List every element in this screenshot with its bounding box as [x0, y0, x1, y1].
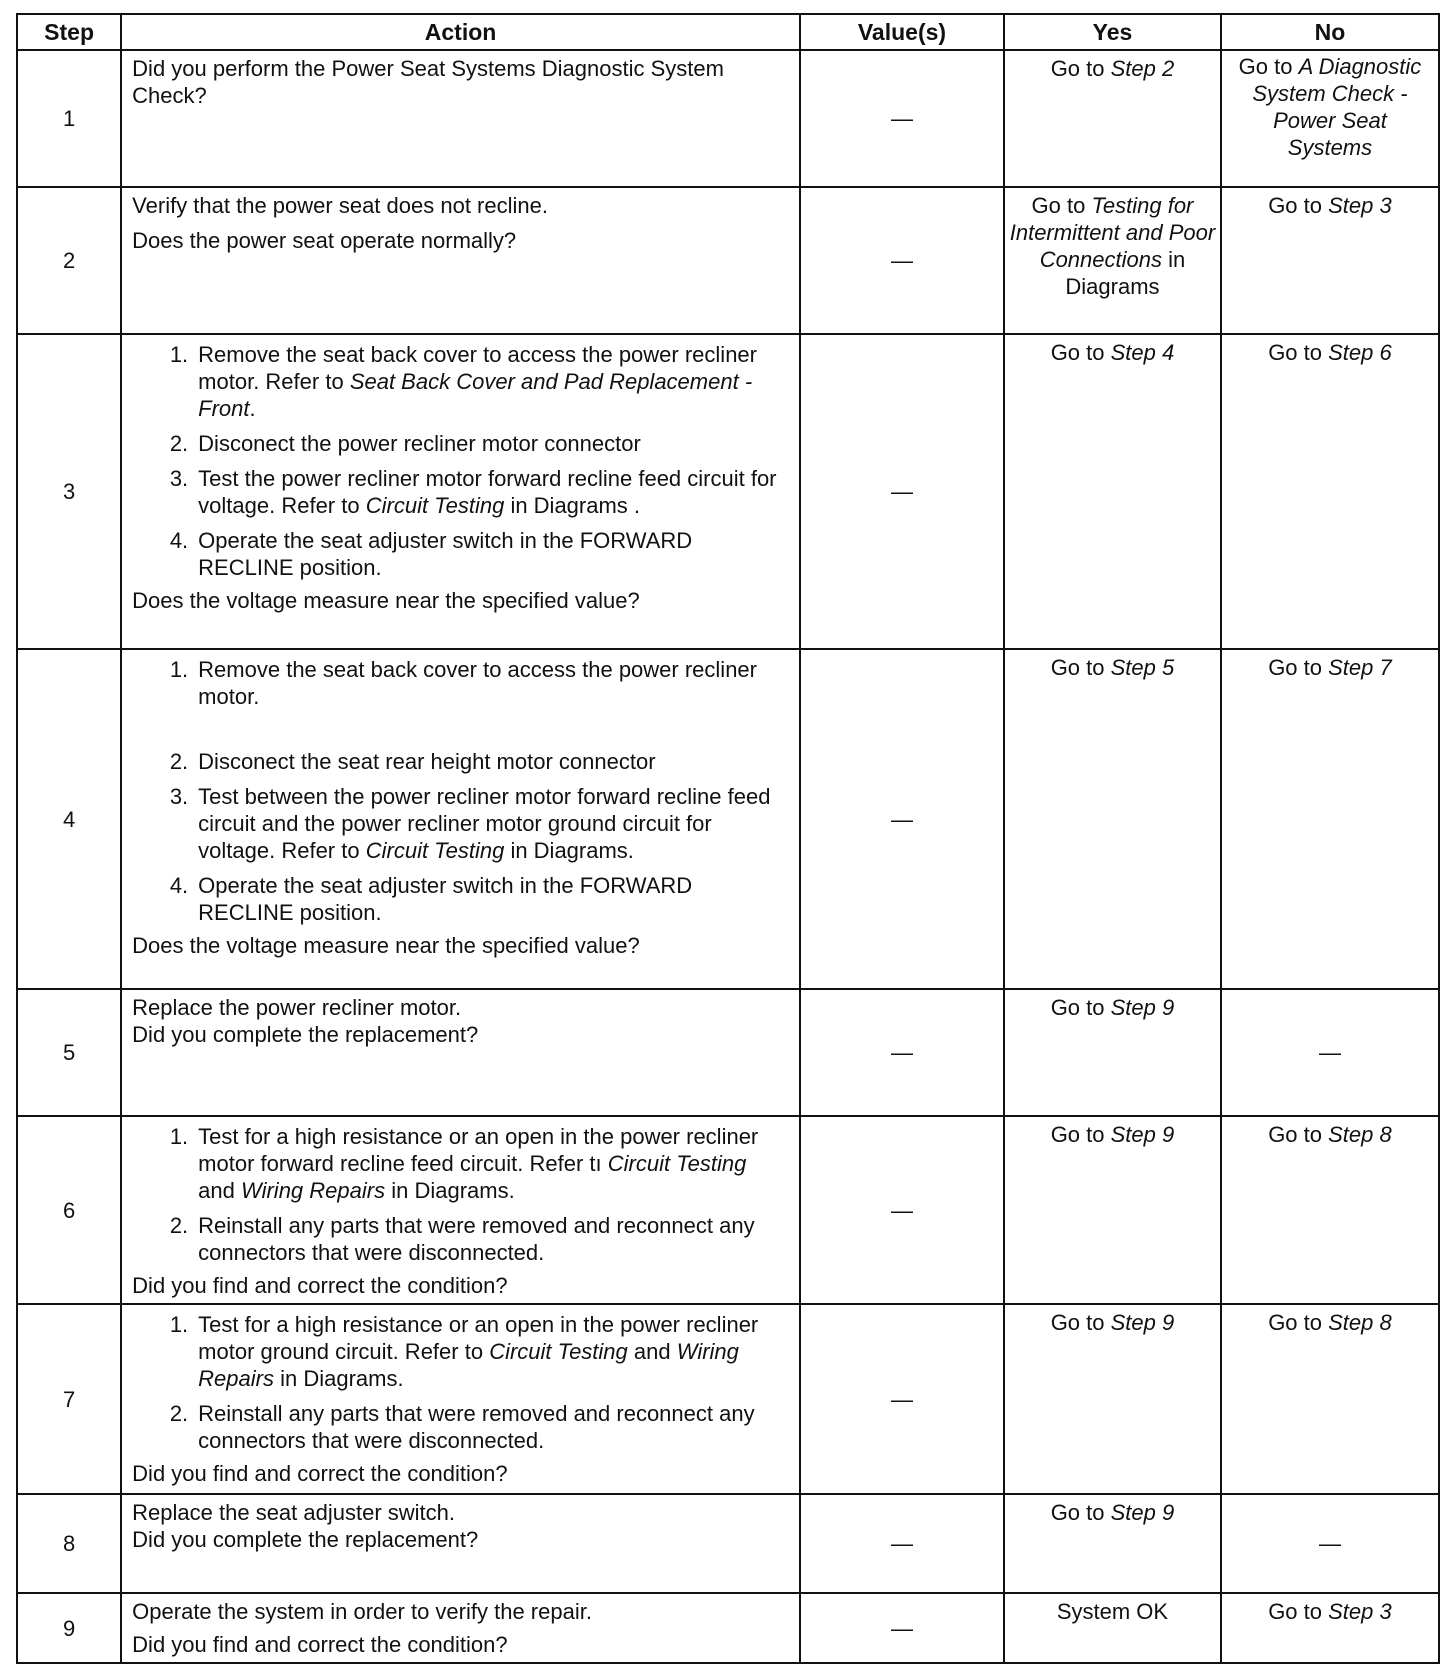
item-and: and	[198, 1178, 235, 1203]
reference-link[interactable]: Wiring Repairs	[241, 1178, 386, 1203]
step-number: 3	[17, 334, 121, 649]
action-question: Did you find and correct the condition?	[132, 1632, 508, 1657]
table-row	[17, 1494, 1439, 1593]
table-row	[17, 989, 1439, 1116]
item-end: in Diagrams.	[391, 1178, 515, 1203]
action-text: Verify that the power seat does not recline.	[132, 193, 548, 218]
no-step-link[interactable]: Step 7	[1328, 655, 1392, 680]
dash: —	[1318, 1531, 1341, 1556]
table-row	[17, 334, 1439, 649]
dash: —	[890, 1531, 913, 1556]
no-step-link[interactable]: Step 6	[1328, 340, 1392, 365]
action-text: Replace the power recliner motor.	[132, 995, 462, 1020]
reference-link[interactable]: Circuit Testing	[365, 493, 505, 518]
action-question: Did you find and correct the condition?	[132, 1273, 508, 1298]
yes-cell	[1004, 334, 1221, 649]
no-step-link[interactable]: A Diagnostic System Check - Power Seat Systems	[1252, 54, 1422, 160]
action-question: Does the voltage measure near the specified value?	[132, 588, 640, 613]
reference-link[interactable]: Circuit Testing	[607, 1151, 747, 1176]
item-end: in Diagrams.	[280, 1366, 404, 1391]
item-number: 1.	[169, 657, 189, 682]
action-cell	[121, 1304, 800, 1494]
yes-cell	[1004, 1304, 1221, 1494]
yes-cell	[1004, 187, 1221, 334]
no-cell	[1221, 50, 1439, 187]
list-item	[132, 1311, 789, 1392]
yes-cell	[1004, 649, 1221, 989]
step-number: 5	[17, 989, 121, 1116]
list-item	[132, 1400, 789, 1454]
value-cell	[800, 1494, 1004, 1593]
yes-prefix: Go to	[1031, 193, 1086, 218]
dash: —	[890, 1040, 913, 1065]
item-text: Test between the power recliner motor forward recline feed circuit and the power recliner motor ground circuit for voltage. Refer to	[198, 784, 771, 863]
yes-cell	[1004, 1593, 1221, 1663]
yes-step-link[interactable]: Step 9	[1110, 1500, 1175, 1525]
list-item	[132, 527, 789, 581]
list-item	[132, 465, 789, 519]
action-cell	[121, 1593, 800, 1663]
header-row	[17, 14, 1439, 50]
header-values: Value(s)	[800, 14, 1004, 50]
value-cell	[800, 187, 1004, 334]
no-step-link[interactable]: Step 3	[1328, 193, 1392, 218]
yes-cell	[1004, 989, 1221, 1116]
value-cell	[800, 1304, 1004, 1494]
yes-suffix: in Diagrams	[1065, 247, 1186, 299]
item-text: Reinstall any parts that were removed and reconnect any connectors that were disconnected.	[198, 1401, 755, 1453]
item-number: 1.	[169, 1124, 189, 1149]
item-text: Operate the seat adjuster switch in the FORWARD RECLINE position.	[198, 528, 693, 580]
item-number: 4.	[169, 528, 189, 553]
item-number: 3.	[169, 466, 189, 491]
yes-prefix: Go to	[1050, 1310, 1105, 1335]
step-number: 9	[17, 1593, 121, 1663]
dash: —	[890, 479, 913, 504]
dash: —	[890, 248, 913, 273]
list-item	[132, 872, 789, 926]
item-number: 2.	[169, 431, 189, 456]
list-item	[132, 430, 789, 457]
diagnostic-table	[16, 13, 1440, 1664]
table-row	[17, 50, 1439, 187]
yes-prefix: Go to	[1050, 655, 1105, 680]
action-text: Did you perform the Power Seat Systems Diagnostic System Check?	[132, 56, 724, 108]
value-cell	[800, 50, 1004, 187]
value-cell	[800, 989, 1004, 1116]
item-and: and	[633, 1339, 671, 1364]
no-prefix: Go to	[1268, 1599, 1322, 1624]
table-row	[17, 1304, 1439, 1494]
item-number: 3.	[169, 784, 189, 809]
no-cell	[1221, 989, 1439, 1116]
yes-prefix: Go to	[1050, 1122, 1105, 1147]
value-cell	[800, 334, 1004, 649]
no-cell	[1221, 649, 1439, 989]
item-text: Disconect the seat rear height motor connector	[198, 749, 656, 774]
table-row	[17, 187, 1439, 334]
action-cell	[121, 989, 800, 1116]
action-cell	[121, 50, 800, 187]
action-text: Replace the seat adjuster switch.	[132, 1500, 456, 1525]
no-step-link[interactable]: Step 3	[1328, 1599, 1392, 1624]
dash: —	[890, 1386, 913, 1412]
reference-link[interactable]: Circuit Testing	[365, 838, 505, 863]
reference-link[interactable]: Circuit Testing	[489, 1339, 628, 1364]
dash: —	[890, 1197, 913, 1223]
list-item	[132, 748, 789, 775]
header-no: No	[1221, 14, 1439, 50]
item-text: Test for a high resistance or an open in the power recliner motor forward recline feed circuit. Refer tı	[198, 1124, 759, 1176]
list-item	[132, 1212, 789, 1266]
item-text: Reinstall any parts that were removed and reconnect any connectors that were disconnected.	[198, 1213, 755, 1265]
no-cell	[1221, 1593, 1439, 1663]
item-text: Operate the seat adjuster switch in the FORWARD RECLINE position.	[198, 873, 693, 925]
value-cell	[800, 1116, 1004, 1304]
yes-prefix: Go to	[1050, 340, 1105, 365]
action-question: Does the power seat operate normally?	[132, 228, 517, 253]
item-number: 1.	[169, 1312, 189, 1337]
step-number: 4	[17, 649, 121, 989]
action-cell	[121, 1116, 800, 1304]
value-cell	[800, 1593, 1004, 1663]
dash: —	[890, 806, 913, 832]
yes-step-link[interactable]: Step 2	[1110, 56, 1175, 81]
list-item	[132, 783, 789, 864]
item-number: 4.	[169, 873, 189, 898]
item-text: Test the power recliner motor forward recline feed circuit for voltage. Refer to	[198, 466, 777, 518]
yes-step-link[interactable]: Step 4	[1110, 340, 1175, 365]
item-end: in Diagrams .	[510, 493, 641, 518]
yes-prefix: Go to	[1050, 995, 1105, 1020]
item-text: Test for a high resistance or an open in the power recliner motor ground circuit. Refer to	[198, 1312, 759, 1364]
table-row	[17, 649, 1439, 989]
action-cell	[121, 1494, 800, 1593]
reference-link[interactable]: Wiring Repairs	[198, 1339, 739, 1391]
step-number: 8	[17, 1494, 121, 1593]
action-cell	[121, 649, 800, 989]
action-question: Did you complete the replacement?	[132, 1022, 479, 1047]
header-yes: Yes	[1004, 14, 1221, 50]
yes-step-link[interactable]: Step 9	[1110, 1310, 1175, 1335]
item-number: 2.	[169, 1213, 189, 1238]
item-end: in Diagrams.	[510, 838, 634, 863]
yes-cell	[1004, 50, 1221, 187]
no-prefix: Go to	[1268, 655, 1322, 680]
yes-prefix: Go to	[1050, 56, 1105, 81]
table-row	[17, 1593, 1439, 1663]
step-number: 2	[17, 187, 121, 334]
action-question: Did you complete the replacement?	[132, 1527, 479, 1552]
no-prefix: Go to	[1268, 1122, 1322, 1147]
no-prefix: Go to	[1268, 193, 1322, 218]
dash: —	[890, 1615, 913, 1641]
step-number: 7	[17, 1304, 121, 1494]
action-question: Did you find and correct the condition?	[132, 1461, 508, 1486]
no-step-link[interactable]: Step 8	[1328, 1122, 1392, 1147]
yes-cell	[1004, 1116, 1221, 1304]
item-number: 1.	[169, 342, 189, 367]
item-number: 2.	[169, 1401, 189, 1426]
action-text: Operate the system in order to verify the repair.	[132, 1599, 592, 1624]
header-action: Action	[121, 14, 800, 50]
dash: —	[890, 106, 913, 131]
header-step: Step	[17, 14, 121, 50]
no-prefix: Go to	[1268, 340, 1322, 365]
yes-step-link[interactable]: Step 9	[1110, 1122, 1175, 1147]
item-end: .	[249, 396, 256, 421]
item-text: Remove the seat back cover to access the power recliner motor.	[198, 657, 757, 709]
item-text: Remove the seat back cover to access the power recliner motor. Refer to	[198, 342, 757, 394]
no-cell	[1221, 334, 1439, 649]
step-number: 1	[17, 50, 121, 187]
no-step-link[interactable]: Step 8	[1328, 1310, 1392, 1335]
no-cell	[1221, 1494, 1439, 1593]
item-text: Disconect the power recliner motor connector	[198, 431, 641, 456]
yes-step-link[interactable]: Step 5	[1110, 655, 1175, 680]
yes-cell	[1004, 1494, 1221, 1593]
item-number: 2.	[169, 749, 189, 774]
yes-step-link[interactable]: Testing for Intermittent and Poor Connections	[1009, 193, 1216, 272]
no-cell	[1221, 1116, 1439, 1304]
no-prefix: Go to	[1268, 1310, 1322, 1335]
list-item	[132, 341, 789, 422]
value-cell	[800, 649, 1004, 989]
table-row	[17, 1116, 1439, 1304]
step-number: 6	[17, 1116, 121, 1304]
system-ok-text: System OK	[1056, 1599, 1169, 1624]
no-cell	[1221, 187, 1439, 334]
yes-prefix: Go to	[1050, 1500, 1105, 1525]
action-question: Does the voltage measure near the specified value?	[132, 933, 640, 958]
list-item	[132, 656, 789, 710]
action-cell	[121, 187, 800, 334]
action-cell	[121, 334, 800, 649]
dash: —	[1318, 1040, 1341, 1065]
list-item	[132, 1123, 789, 1204]
no-prefix: Go to	[1238, 54, 1293, 79]
no-cell	[1221, 1304, 1439, 1494]
yes-step-link[interactable]: Step 9	[1110, 995, 1175, 1020]
reference-link[interactable]: Seat Back Cover and Pad Replacement - Front	[198, 369, 753, 421]
